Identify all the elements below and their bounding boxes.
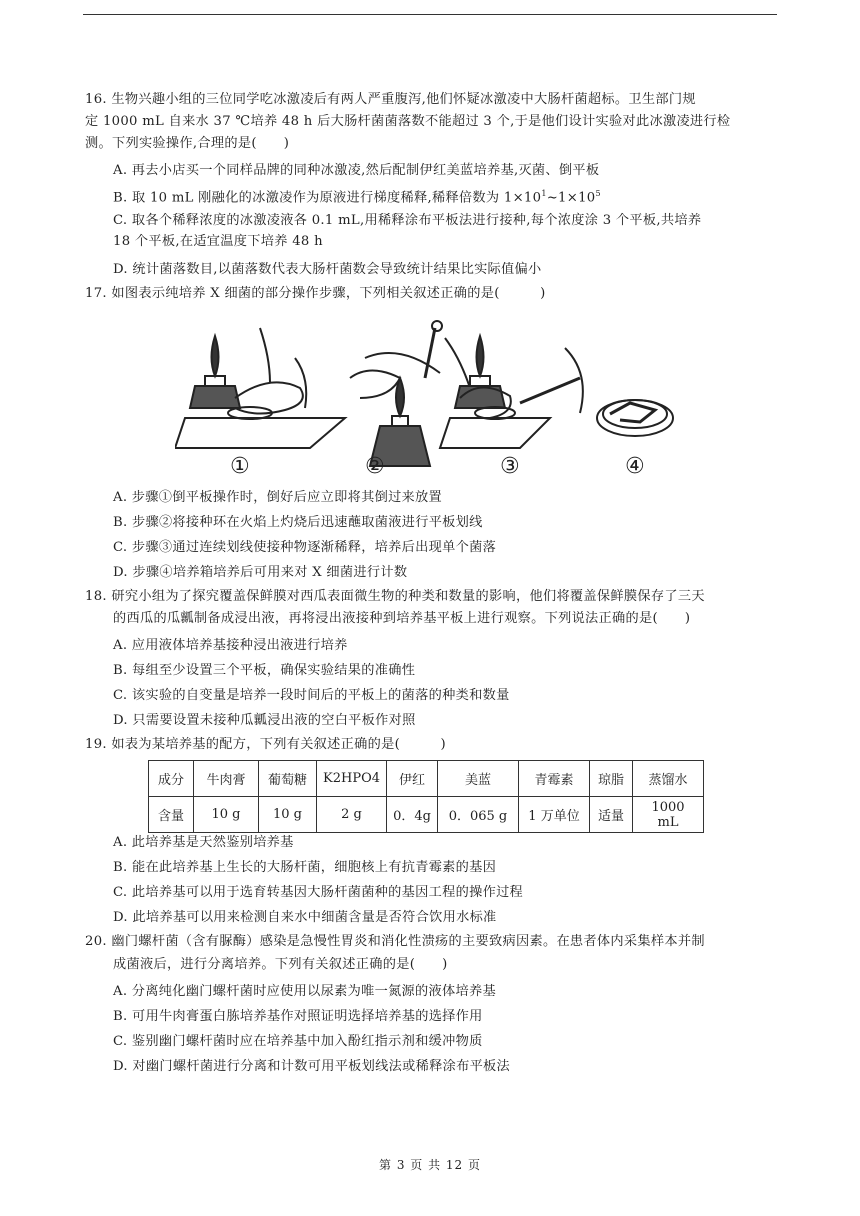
table-cell: 成分	[149, 761, 194, 797]
table-cell: 1 万单位	[519, 797, 590, 833]
table-header-row	[149, 761, 704, 797]
table-cell: 1000 mL	[633, 797, 704, 833]
table-cell: 牛肉膏	[194, 761, 259, 797]
culture-medium-table	[148, 760, 704, 833]
q19-option-c: C. 此培养基可以用于选育转基因大肠杆菌菌种的基因工程的操作过程	[113, 885, 524, 900]
table-cell: 10 g	[194, 797, 259, 833]
q16-option-c-line1: C. 取各个稀释浓度的冰激凌液各 0.1 mL,用稀释涂布平板法进行接种,每个浓度涂 3 个平板,共培养	[113, 213, 702, 228]
table-cell: 伊红	[387, 761, 438, 797]
q19-option-a: A. 此培养基是天然鉴别培养基	[113, 835, 294, 850]
step-label-4: ④	[625, 454, 645, 479]
q16-stem-line1: 16. 生物兴趣小组的三位同学吃冰激凌后有两人严重腹泻,他们怀疑冰激凌中大肠杆菌超标。卫生部门规	[85, 92, 696, 107]
table-cell: 葡萄糖	[259, 761, 317, 797]
q18-stem-line2: 的西瓜的瓜瓤制备成浸出液，再将浸出液接种到培养基平板上进行观察。下列说法正确的是( )	[113, 611, 691, 626]
q16-option-d: D. 统计菌落数目,以菌落数代表大肠杆菌数会导致统计结果比实际值偏小	[113, 262, 542, 277]
q17-option-a: A. 步骤①倒平板操作时，倒好后应立即将其倒过来放置	[113, 490, 443, 505]
q17-option-d: D. 步骤④培养箱培养后可用来对 X 细菌进行计数	[113, 565, 408, 580]
q20-option-c: C. 鉴别幽门螺杆菌时应在培养基中加入酚红指示剂和缓冲物质	[113, 1034, 483, 1049]
table-cell: 美蓝	[438, 761, 519, 797]
q18-option-b: B. 每组至少设置三个平板，确保实验结果的准确性	[113, 663, 416, 678]
q20-option-b: B. 可用牛肉膏蛋白胨培养基作对照证明选择培养基的选择作用	[113, 1009, 483, 1024]
q16-stem-line2: 定 1000 mL 自来水 37 ℃培养 48 h 后大肠杆菌菌落数不能超过 3 个,于是他们设计实验对此冰激凌进行检	[85, 114, 731, 129]
q16-option-a: A. 再去小店买一个同样品牌的同种冰激凌,然后配制伊红美蓝培养基,灭菌、倒平板	[113, 163, 600, 178]
q16-option-c-line2: 18 个平板,在适宜温度下培养 48 h	[113, 234, 323, 249]
table-cell: 青霉素	[519, 761, 590, 797]
q17-stem: 17. 如图表示纯培养 X 细菌的部分操作步骤，下列相关叙述正确的是( )	[85, 286, 546, 301]
q18-stem-line1: 18. 研究小组为了探究覆盖保鲜膜对西瓜表面微生物的种类和数量的影响，他们将覆盖保鲜膜保存了三天	[85, 589, 705, 604]
q18-option-c: C. 该实验的自变量是培养一段时间后的平板上的菌落的种类和数量	[113, 688, 510, 703]
q17-procedure-figure	[175, 318, 675, 480]
q19-stem: 19. 如表为某培养基的配方，下列有关叙述正确的是( )	[85, 737, 446, 752]
table-cell: 含量	[149, 797, 194, 833]
step-label-3: ③	[500, 454, 520, 479]
q18-option-a: A. 应用液体培养基接种浸出液进行培养	[113, 638, 348, 653]
q20-stem-line2: 成菌液后，进行分离培养。下列有关叙述正确的是( )	[113, 957, 448, 972]
q17-option-c: C. 步骤③通过连续划线使接种物逐渐稀释，培养后出现单个菌落	[113, 540, 497, 555]
q19-option-d: D. 此培养基可以用来检测自来水中细菌含量是否符合饮用水标准	[113, 910, 497, 925]
q20-option-a: A. 分离纯化幽门螺杆菌时应使用以尿素为唯一氮源的液体培养基	[113, 984, 496, 999]
table-cell: 适量	[590, 797, 633, 833]
page-number: 第 3 页 共 12 页	[379, 1158, 481, 1172]
table-cell: K2HPO4	[317, 761, 387, 797]
table-cell: 0．4g	[387, 797, 438, 833]
step-label-1: ①	[230, 454, 250, 479]
table-cell: 2 g	[317, 797, 387, 833]
q17-option-b: B. 步骤②将接种环在火焰上灼烧后迅速蘸取菌液进行平板划线	[113, 515, 483, 530]
step2-illustration	[350, 321, 470, 466]
table-row	[149, 797, 704, 833]
table-cell: 0．065 g	[438, 797, 519, 833]
q20-option-d: D. 对幽门螺杆菌进行分离和计数可用平板划线法或稀释涂布平板法	[113, 1059, 511, 1074]
q16-stem-line3: 测。下列实验操作,合理的是( )	[85, 136, 290, 151]
step1-illustration	[175, 328, 345, 448]
q16-option-b: B. 取 10 mL 刚融化的冰激凌作为原液进行梯度稀释,稀释倍数为 $1\times 10^1\sim 1\times 10^5$	[113, 189, 601, 206]
q19-option-b: B. 能在此培养基上生长的大肠杆菌，细胞核上有抗青霉素的基因	[113, 860, 497, 875]
q20-stem-line1: 20. 幽门螺杆菌（含有脲酶）感染是急慢性胃炎和消化性溃疡的主要致病因素。在患者体内采集样本并制	[85, 934, 705, 949]
table-cell: 蒸馏水	[633, 761, 704, 797]
q18-option-d: D. 只需要设置未接种瓜瓤浸出液的空白平板作对照	[113, 713, 416, 728]
step-label-2: ②	[365, 454, 385, 479]
header-rule	[83, 14, 777, 15]
step4-illustration	[597, 400, 673, 436]
table-cell: 琼脂	[590, 761, 633, 797]
step3-illustration	[440, 336, 583, 448]
table-cell: 10 g	[259, 797, 317, 833]
